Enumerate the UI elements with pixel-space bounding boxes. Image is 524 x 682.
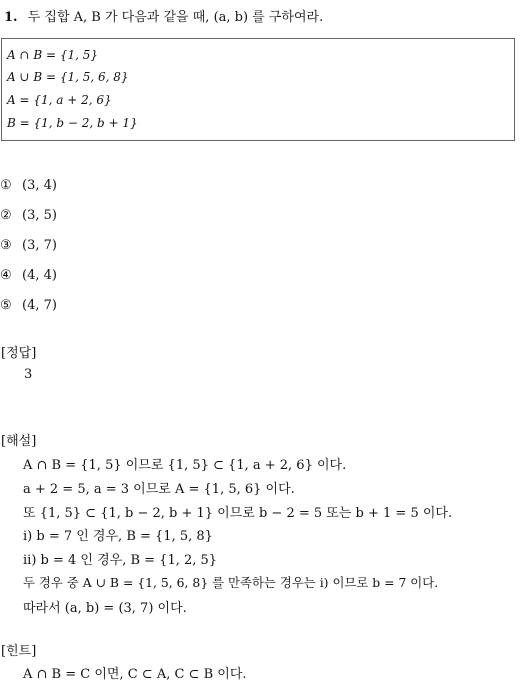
- question-text: 두 집합 A, B 가 다음과 같을 때, (a, b) 를 구하여라.: [27, 10, 324, 25]
- answer-label: [정답]: [1, 346, 37, 361]
- explanation-line: A ∩ B = {1, 5} 이므로 {1, 5} ⊂ {1, a + 2, 6} 이다.: [23, 458, 347, 473]
- given-union: A ∪ B = {1, 5, 6, 8}: [7, 70, 129, 84]
- given-set-b: B = {1, b − 2, b + 1}: [7, 116, 138, 130]
- choice-1[interactable]: [0, 178, 57, 193]
- explanation-line: 따라서 (a, b) = (3, 7) 이다.: [23, 601, 187, 616]
- choice-5[interactable]: [0, 298, 57, 313]
- choice-text: (3, 4): [22, 178, 57, 193]
- given-intersection: A ∩ B = {1, 5}: [7, 48, 99, 62]
- givens-box: [1, 38, 515, 141]
- choice-4[interactable]: [0, 268, 57, 283]
- hint-label: [힌트]: [1, 644, 37, 659]
- explanation-line: 두 경우 중 A ∪ B = {1, 5, 6, 8} 를 만족하는 경우는 ⅰ) 이므로 b = 7 이다.: [23, 575, 439, 590]
- explanation-line: a + 2 = 5, a = 3 이므로 A = {1, 5, 6} 이다.: [23, 482, 295, 497]
- choice-text: (3, 7): [22, 238, 57, 253]
- explanation-line: ⅱ) b = 4 인 경우, B = {1, 2, 5}: [23, 553, 218, 568]
- choice-mark: ③: [0, 238, 12, 253]
- choice-2[interactable]: [0, 208, 57, 223]
- question-title: [4, 6, 323, 25]
- choice-mark: ①: [0, 178, 12, 193]
- explanation-label: [해설]: [1, 434, 37, 449]
- hint-text: A ∩ B = C 이면, C ⊂ A, C ⊂ B 이다.: [23, 667, 247, 682]
- explanation-line: ⅰ) b = 7 인 경우, B = {1, 5, 8}: [23, 529, 213, 544]
- choice-text: (3, 5): [22, 208, 57, 223]
- choice-3[interactable]: [0, 238, 57, 253]
- choice-text: (4, 4): [22, 268, 57, 283]
- question-number: 1.: [4, 10, 18, 25]
- answer-value: 3: [24, 367, 33, 382]
- explanation-line: 또 {1, 5} ⊂ {1, b − 2, b + 1} 이므로 b − 2 = 5 또는 b + 1 = 5 이다.: [23, 506, 453, 521]
- choice-mark: ④: [0, 268, 12, 283]
- given-set-a: A = {1, a + 2, 6}: [7, 93, 112, 107]
- choice-text: (4, 7): [22, 298, 57, 313]
- choice-mark: ②: [0, 208, 12, 223]
- choice-mark: ⑤: [0, 298, 12, 313]
